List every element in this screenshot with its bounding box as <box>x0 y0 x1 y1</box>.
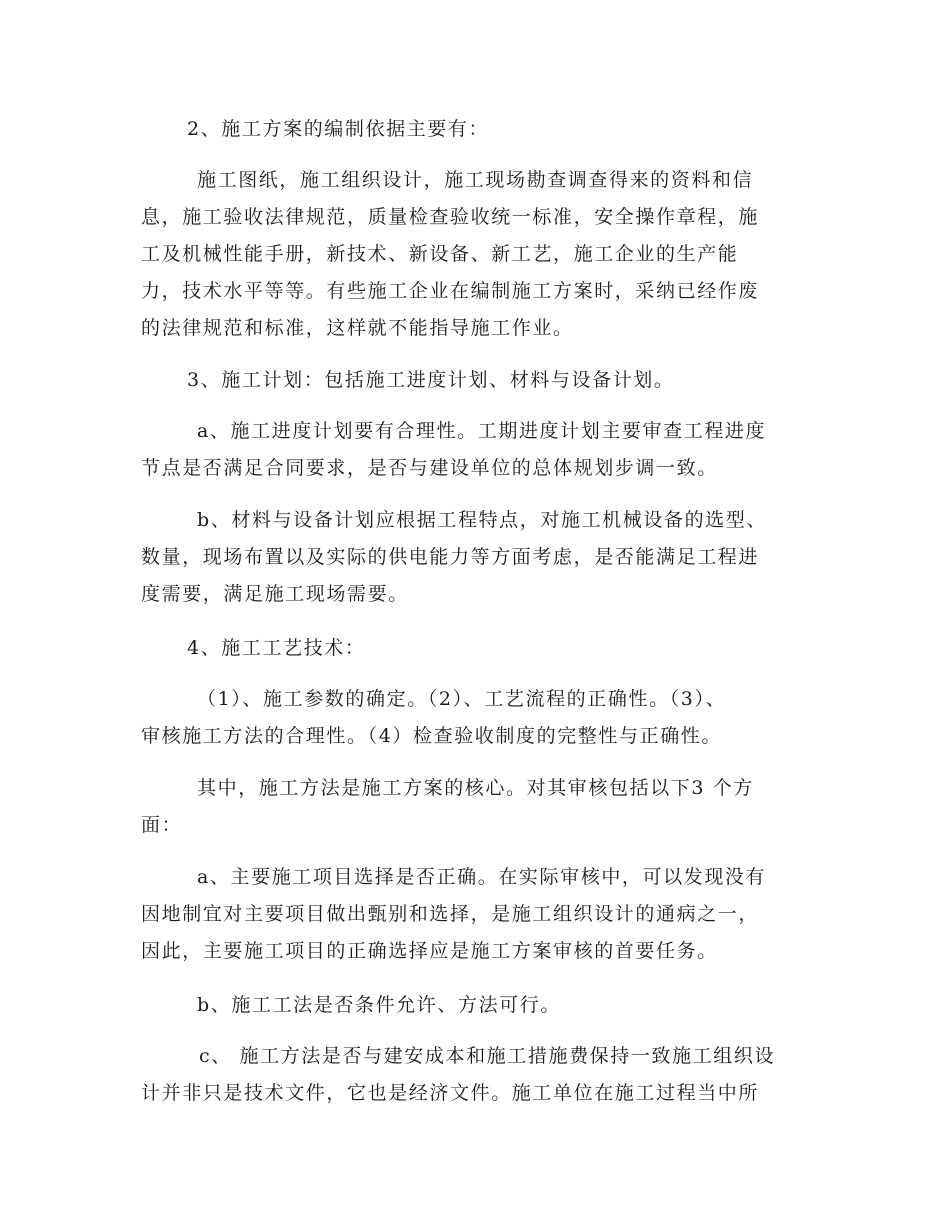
text-line: a、施工进度计划要有合理性。工期进度计划主要审查工程进度 <box>197 420 767 442</box>
paragraph-cost-consistency <box>141 1038 811 1112</box>
paragraph-schedule-plan <box>141 413 811 487</box>
paragraph-construction-method-feasibility <box>141 987 811 1024</box>
paragraph-main-project-selection <box>141 859 811 970</box>
text-line: 施工图纸，施工组织设计，施工现场勘查调查得来的资料和信 <box>197 169 754 191</box>
text-line: b、材料与设备计划应根据工程特点，对施工机械设备的选型、 <box>197 509 767 531</box>
paragraph-method-core <box>141 770 811 844</box>
text-line: 节点是否满足合同要求，是否与建设单位的总体规划步调一致。 <box>141 457 718 479</box>
text-line: （1）、施工参数的确定。（2）、工艺流程的正确性。（3）、 <box>197 688 727 710</box>
text-line: 因此，主要施工项目的正确选择应是施工方案审核的首要任务。 <box>141 940 718 962</box>
text-line: 2、施工方案的编制依据主要有： <box>187 118 490 140</box>
text-line: 因地制宜对主要项目做出甄别和选择，是施工组织设计的通病之一， <box>141 903 760 925</box>
text-line: 力，技术水平等等。有些施工企业在编制施工方案时，采纳已经作废 <box>141 280 760 302</box>
paragraph-section-3-heading <box>141 362 811 399</box>
paragraph-basis-details <box>141 162 811 347</box>
paragraph-section-2-heading <box>141 111 811 148</box>
text-line: 审核施工方法的合理性。（4）检查验收制度的完整性与正确性。 <box>141 725 722 747</box>
text-line: 其中，施工方法是施工方案的核心。对其审核包括以下3 个方 <box>197 777 754 799</box>
text-line: 面： <box>141 814 183 836</box>
text-line: 工及机械性能手册，新技术、新设备、新工艺，施工企业的生产能 <box>141 243 739 265</box>
text-line: 计并非只是技术文件，它也是经济文件。施工单位在施工过程当中所 <box>141 1082 760 1104</box>
text-line: 息，施工验收法律规范，质量检查验收统一标准，安全操作章程，施 <box>141 206 760 228</box>
text-line: 度需要，满足施工现场需要。 <box>141 583 409 605</box>
text-line: 数量，现场布置以及实际的供电能力等方面考虑，是否能满足工程进 <box>141 546 760 568</box>
text-line: 的法律规范和标准，这样就不能指导施工作业。 <box>141 317 574 339</box>
text-line: 3、施工计划：包括施工进度计划、材料与设备计划。 <box>187 369 675 391</box>
paragraph-section-4-heading <box>141 630 811 667</box>
text-line: a、主要施工项目选择是否正确。在实际审核中，可以发现没有 <box>197 866 767 888</box>
text-line: 4、施工工艺技术： <box>187 637 366 659</box>
text-line: b、施工工法是否条件允许、方法可行。 <box>197 994 561 1016</box>
text-line: c、 施工方法是否与建安成本和施工措施费保持一致施工组织设 <box>199 1045 776 1067</box>
paragraph-material-equipment-plan <box>141 502 811 613</box>
paragraph-process-items <box>141 681 811 755</box>
